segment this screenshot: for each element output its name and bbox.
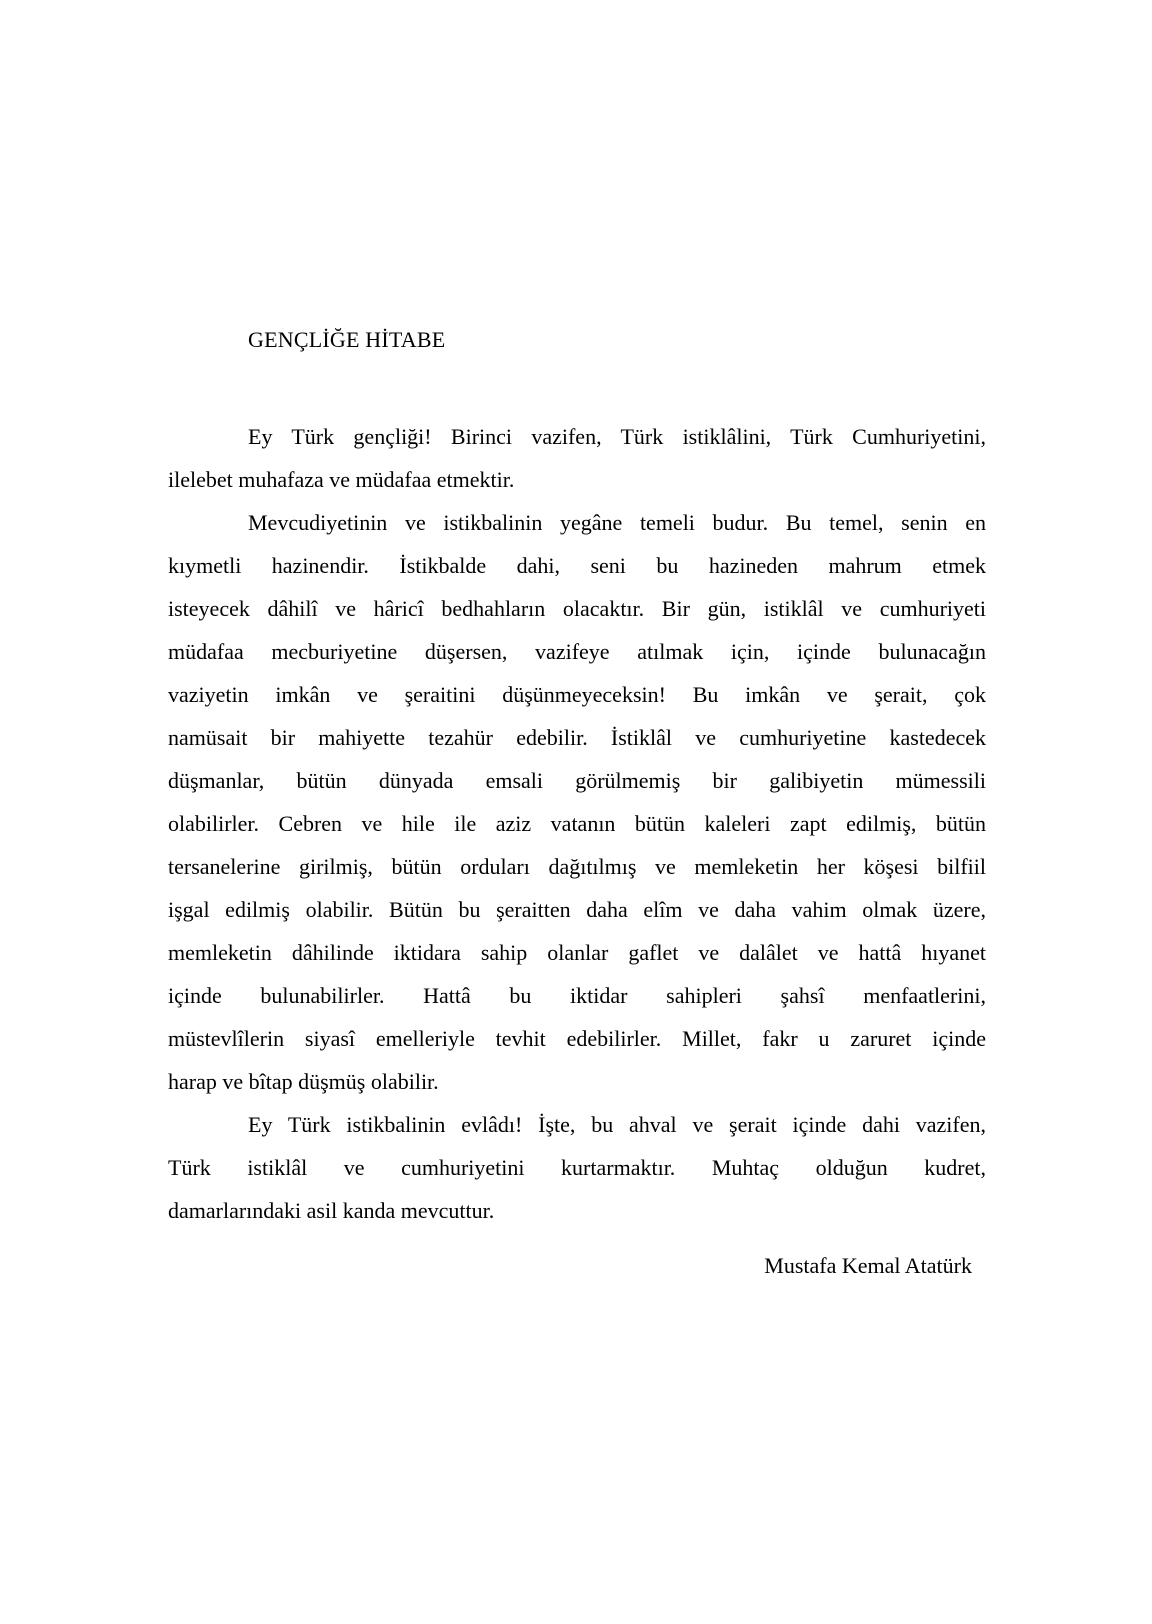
text-line: damarlarındaki asil kanda mevcuttur. bbox=[168, 1198, 495, 1223]
text-line: Mevcudiyetinin ve istikbalinin yegâne temeli budur. Bu temel, senin en bbox=[248, 510, 986, 535]
text-line: isteyecek dâhilî ve hâricî bedhahların olacaktır. Bir gün, istiklâl ve cumhuriyeti bbox=[168, 596, 986, 621]
signature: Mustafa Kemal Atatürk bbox=[764, 1253, 972, 1278]
text-line: Ey Türk istikbalinin evlâdı! İşte, bu ahval ve şerait içinde dahi vazifen, bbox=[248, 1112, 986, 1137]
text-line: içinde bulunabilirler. Hattâ bu iktidar sahipleri şahsî menfaatlerini, bbox=[168, 983, 986, 1008]
text-line: memleketin dâhilinde iktidara sahip olanlar gaflet ve dalâlet ve hattâ hıyanet bbox=[168, 940, 986, 965]
text-line: Türk istiklâl ve cumhuriyetini kurtarmaktır. Muhtaç olduğun kudret, bbox=[168, 1155, 986, 1180]
document-title: GENÇLİĞE HİTABE bbox=[248, 327, 446, 352]
text-line: olabilirler. Cebren ve hile ile aziz vatanın bütün kaleleri zapt edilmiş, bütün bbox=[168, 811, 986, 836]
document-content bbox=[168, 318, 986, 1287]
text-line: düşmanlar, bütün dünyada emsali görülmemiş bir galibiyetin mümessili bbox=[168, 768, 986, 793]
text-line: Ey Türk gençliği! Birinci vazifen, Türk istiklâlini, Türk Cumhuriyetini, bbox=[248, 424, 986, 449]
text-line: müstevlîlerin siyasî emelleriyle tevhit edebilirler. Millet, fakr u zaruret içinde bbox=[168, 1026, 986, 1051]
document-body bbox=[168, 415, 986, 1232]
text-line: ilelebet muhafaza ve müdafaa etmektir. bbox=[168, 467, 515, 492]
text-line: işgal edilmiş olabilir. Bütün bu şeraitten daha elîm ve daha vahim olmak üzere, bbox=[168, 897, 986, 922]
text-line: tersanelerine girilmiş, bütün orduları dağıtılmış ve memleketin her köşesi bilfiil bbox=[168, 854, 986, 879]
text-line: namüsait bir mahiyette tezahür edebilir. İstiklâl ve cumhuriyetine kastedecek bbox=[168, 725, 986, 750]
text-line: harap ve bîtap düşmüş olabilir. bbox=[168, 1069, 439, 1094]
text-line: vaziyetin imkân ve şeraitini düşünmeyeceksin! Bu imkân ve şerait, çok bbox=[168, 682, 986, 707]
text-line: müdafaa mecburiyetine düşersen, vazifeye atılmak için, içinde bulunacağın bbox=[168, 639, 986, 664]
text-line: kıymetli hazinendir. İstikbalde dahi, seni bu hazineden mahrum etmek bbox=[168, 553, 986, 578]
